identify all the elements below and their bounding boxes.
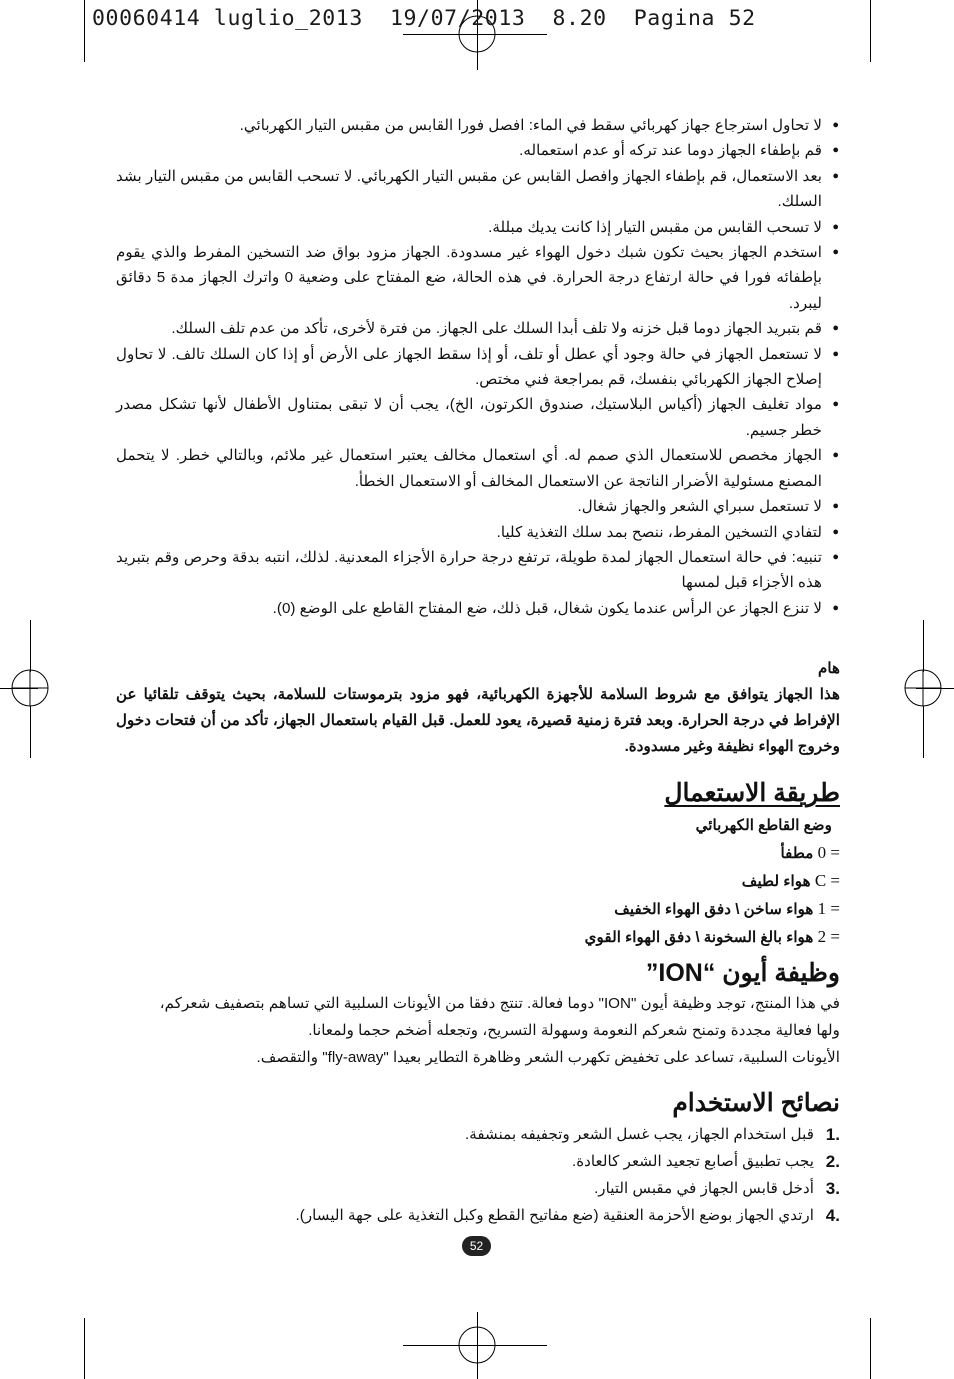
- list-item: ● تنبيه: في حالة استعمال الجهاز لمدة طويلة، ترتفع درجة حرارة الأجزاء المعدنية. لذلك، انتبه بدقة وحرص وقم بتبريد هذه الأجزاء قبل لمسها: [116, 545, 840, 596]
- list-item: ● لا تستعمل سبراي الشعر والجهاز شغال.: [116, 494, 840, 519]
- bullet-icon: ●: [832, 398, 839, 411]
- setting-row: 1 = هواء ساخن \ دفق الهواء الخفيف: [614, 899, 840, 918]
- bullet-icon: ●: [832, 347, 839, 360]
- usage-heading: طريقة الاستعمال: [664, 779, 840, 807]
- list-item: ● لا تستعمل الجهاز في حالة وجود أي عطل أو تلف، أو إذا سقط الجهاز على الأرض أو إذا كان السلك تالف. لا تحاول إصلاح الجهاز الكهربائي بنفسك، قم بمراجعة فني مختص.: [116, 342, 840, 393]
- list-item: ● لتفادي التسخين المفرط، ننصح بمد سلك التغذية كليا.: [116, 520, 840, 545]
- bullet-icon: ●: [832, 322, 839, 335]
- ion-line: في هذا المنتج، توجد وظيفة أيون "ION" دوما فعالة. تنتج دفقا من الأيونات السلبية التي تساهم بتصفيف شعركم،: [159, 995, 840, 1012]
- bullet-icon: ●: [832, 144, 839, 157]
- ion-line: ولها فعالية مجددة وتمنح شعركم النعومة وسهولة التسريح، وتجعله أضخم حجما ولمعانا.: [308, 1022, 840, 1039]
- bullet-icon: ●: [832, 220, 839, 233]
- safety-bullet-list: [116, 113, 840, 621]
- print-header: 00060414 luglio_2013 19/07/2013 8.20 Pagina 52: [92, 6, 756, 31]
- list-item: ● الجهاز مخصص للاستعمال الذي صمم له. أي استعمال مخالف يعتبر استعمال غير ملائم، وبالتالي خطر. لا يتحمل المصنع مسئولية الأضرار الناتجة عن الاستعمال المخالف أو الاستعمال الخطأ.: [116, 443, 840, 494]
- bullet-icon: ●: [832, 601, 839, 614]
- bullet-icon: ●: [832, 246, 839, 259]
- bullet-icon: ●: [832, 169, 839, 182]
- list-item: ● لا تنزع الجهاز عن الرأس عندما يكون شغال، قبل ذلك، ضع المفتاح القاطع على الوضع (0).: [116, 596, 840, 621]
- setting-row: C = هواء لطيف: [741, 871, 840, 890]
- bullet-icon: ●: [832, 525, 839, 538]
- important-text: هذا الجهاز يتوافق مع شروط السلامة للأجهزة الكهربائية، فهو مزود بترموستات للسلامة، بحيث يتوقف تلقائيا عن الإفراط في درجة الحرارة. وبعد فترة زمنية قصيرة، يعود للعمل. قبل القيام باستعمال الجهاز، تأكد من أن فتحات دخول وخروج الهواء نظيفة وغير مسدودة.: [116, 686, 840, 755]
- switch-settings-subtitle: وضع القاطع الكهربائي: [695, 817, 832, 834]
- list-item: ● قم بتبريد الجهاز دوما قبل خزنه ولا تلف أبدا السلك على الجهاز. من فترة لأخرى، تأكد من عدم تلف السلك.: [116, 316, 840, 341]
- list-item: ● لا تسحب القابس من مقبس التيار إذا كانت يديك مبللة.: [116, 215, 840, 240]
- switch-settings: [585, 812, 840, 951]
- bullet-icon: ●: [832, 500, 839, 513]
- list-item: ● بعد الاستعمال، قم بإطفاء الجهاز وافصل القابس عن مقبس التيار الكهربائي. لا تسحب القابس من مقبس التيار بشد السلك.: [116, 164, 840, 215]
- tips-heading: نصائح الاستخدام: [672, 1089, 840, 1117]
- important-title: هام: [817, 660, 840, 677]
- bullet-icon: ●: [832, 449, 839, 462]
- ion-line: الأيونات السلبية، تساعد على تخفيض تكهرب الشعر وظاهرة التطاير بعيدا "fly-away" والتقصف.: [256, 1049, 840, 1066]
- list-item: ● مواد تغليف الجهاز (أكياس البلاستيك، صندوق الكرتون، الخ)، يجب أن لا تبقى بمتناول الأطفال لأنها تشكل مصدر خطر جسيم.: [116, 392, 840, 443]
- bullet-icon: ●: [832, 550, 839, 563]
- list-item: .2 يجب تطبيق أصابع تجعيد الشعر كالعادة.: [571, 1152, 840, 1171]
- list-item: ● لا تحاول استرجاع جهاز كهربائي سقط في الماء: افصل فورا القابس من مقبس التيار الكهربائي.: [116, 113, 840, 138]
- list-item: ● استخدم الجهاز بحيث تكون شبك دخول الهواء غير مسدودة. الجهاز مزود بواق ضد التسخين المفرط والذي يقوم بإطفائه فورا في حالة ارتفاع درجة الحرارة. في هذه الحالة، ضع المفتاح على وضعية 0 واترك الجهاز مدة 5 دقائق ليبرد.: [116, 240, 840, 316]
- bullet-icon: ●: [832, 119, 839, 131]
- ion-description: [112, 990, 840, 1071]
- page-number-badge: 52: [462, 1236, 491, 1256]
- list-item: .4 ارتدي الجهاز بوضع الأحزمة العنقية (ضع مفاتيح القطع وكبل التغذية على جهة اليسار).: [295, 1206, 840, 1225]
- list-item: .1 قبل استخدام الجهاز، يجب غسل الشعر وتجفيفه بمنشفة.: [464, 1125, 840, 1144]
- tips-list: [296, 1121, 840, 1229]
- list-item: ● قم بإطفاء الجهاز دوما عند تركه أو عدم استعماله.: [116, 138, 840, 163]
- list-item: .3 أدخل قابس الجهاز في مقبس التيار.: [594, 1179, 840, 1198]
- ion-heading: وظيفة أيون “ION”: [645, 959, 840, 987]
- important-note: [116, 656, 840, 760]
- setting-row: 0 = مطفأ: [780, 843, 840, 862]
- setting-row: 2 = هواء بالغ السخونة \ دفق الهواء القوي: [584, 927, 840, 946]
